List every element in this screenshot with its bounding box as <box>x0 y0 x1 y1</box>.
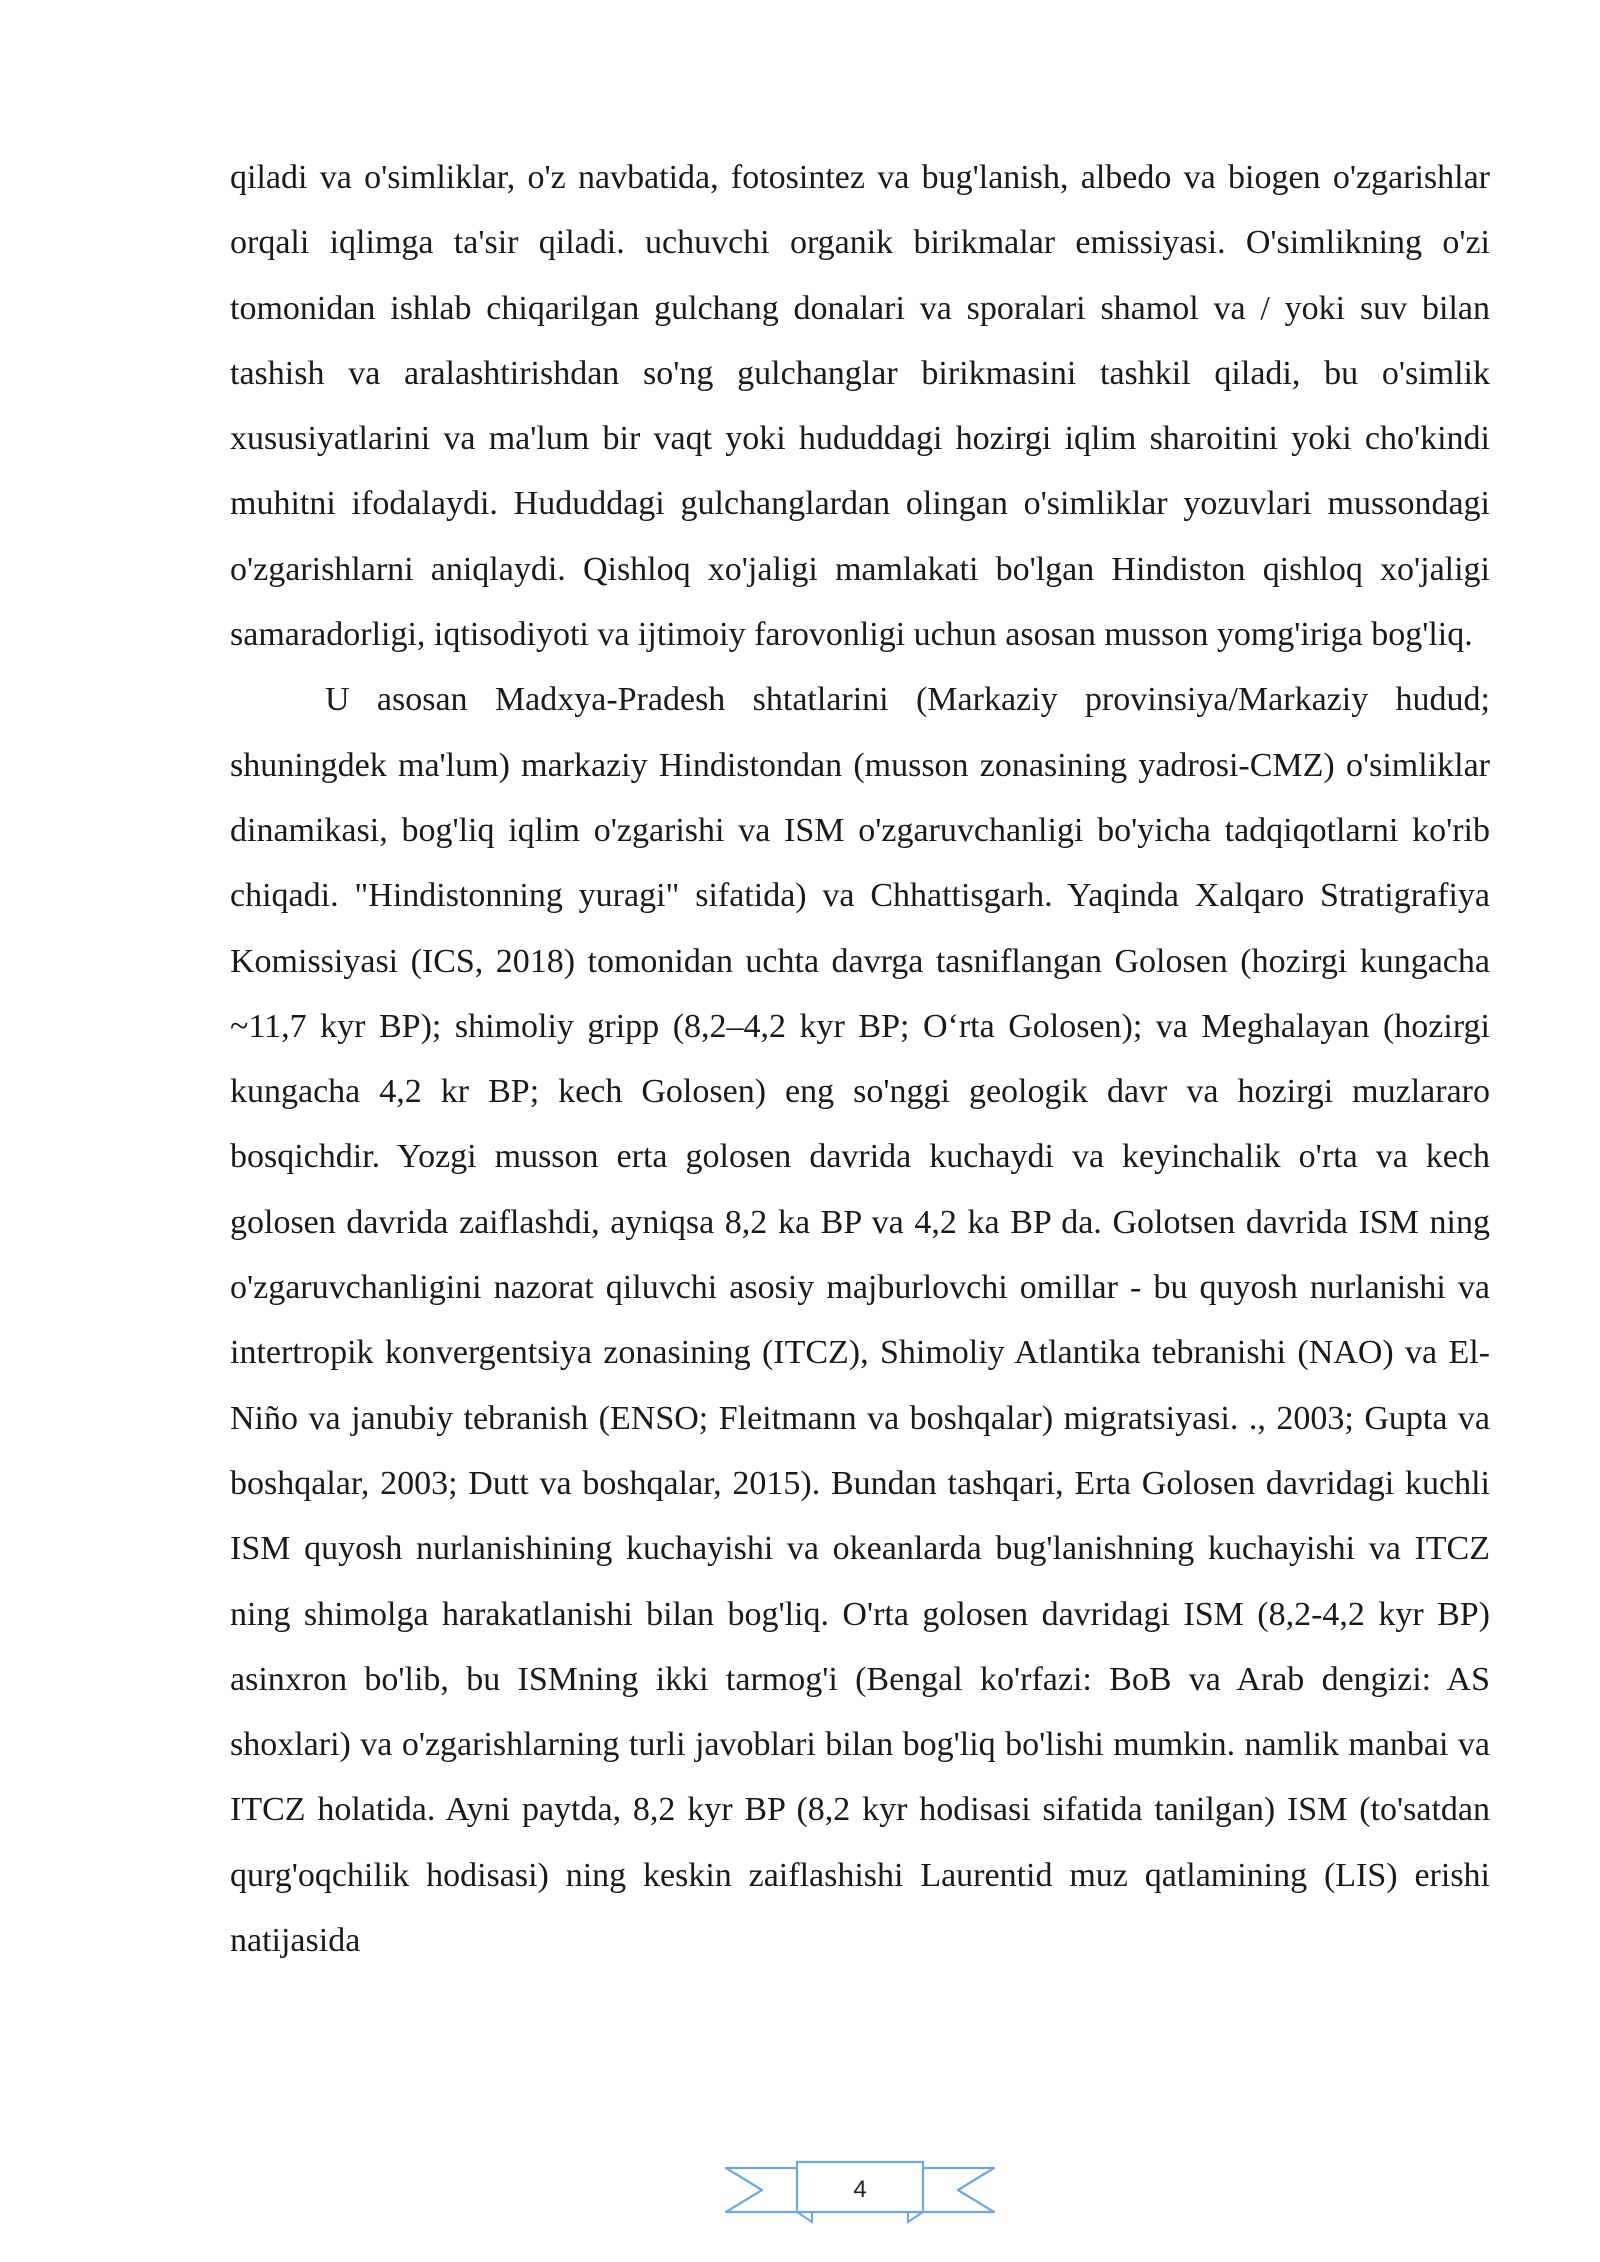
page-number-ribbon <box>722 2160 998 2226</box>
paragraph-continuation: qiladi va o'simliklar, o'z navbatida, fotosintez va bug'lanish, albedo va biogen o'zgarishlar orqali iqlimga ta'sir qiladi. uchuvchi organik birikmalar emissiyasi. O'simlikning o'zi tomonidan ishlab chiqarilgan gulchang donalari va sporalari shamol va / yoki suv bilan tashish va aralashtirishdan so'ng gulchanglar birikmasini tashkil qiladi, bu o'simlik xususiyatlarini va ma'lum bir vaqt yoki hududdagi hozirgi iqlim sharoitini yoki cho'kindi muhitni ifodalaydi. Hududdagi gulchanglardan olingan o'simliklar yozuvlari mussondagi o'zgarishlarni aniqlaydi. Qishloq xo'jaligi mamlakati bo'lgan Hindiston qishloq xo'jaligi samaradorligi, iqtisodiyoti va ijtimoiy farovonligi uchun asosan musson yomg'iriga bog'liq. <box>230 159 1490 654</box>
paragraph-main: U asosan Madxya-Pradesh shtatlarini (Markaziy provinsiya/Markaziy hudud; shuningdek ma'lum) markaziy Hindistondan (musson zonasining yadrosi-CMZ) o'simliklar dinamikasi, bog'liq iqlim o'zgarishi va ISM o'zgaruvchanligi bo'yicha tadqiqotlarni ko'rib chiqadi. "Hindistonning yuragi" sifatida) va Chhattisgarh. Yaqinda Xalqaro Stratigrafiya Komissiyasi (ICS, 2018) tomonidan uchta davrga tasniflangan Golosen (hozirgi kungacha ~11,7 kyr BP); shimoliy gripp (8,2–4,2 kyr BP; O‘rta Golosen); va Meghalayan (hozirgi kungacha 4,2 kr BP; kech Golosen) eng so'nggi geologik davr va hozirgi muzlararo bosqichdir. Yozgi musson erta golosen davrida kuchaydi va keyinchalik o'rta va kech golosen davrida zaiflashdi, ayniqsa 8,2 ka BP va 4,2 ka BP da. Golotsen davrida ISM ning o'zgaruvchanligini nazorat qiluvchi asosiy majburlovchi omillar - bu quyosh nurlanishi va intertropik konvergentsiya zonasining (ITCZ), Shimoliy Atlantika tebranishi (NAO) va El-Niño va janubiy tebranish (ENSO; Fleitmann va boshqalar) migratsiyasi. ., 2003; Gupta va boshqalar, 2003; Dutt va boshqalar, 2015). Bundan tashqari, Erta Golosen davridagi kuchli ISM quyosh nurlanishining kuchayishi va okeanlarda bug'lanishning kuchayishi va ITCZ ning shimolga harakatlanishi bilan bog'liq. O'rta golosen davridagi ISM (8,2-4,2 kyr BP) asinxron bo'lib, bu ISMning ikki tarmog'i (Bengal ko'rfazi: BoB va Arab dengizi: AS shoxlari) va o'zgarishlarning turli javoblari bilan bog'liq bo'lishi mumkin. namlik manbai va ITCZ holatida. Ayni paytda, 8,2 kyr BP (8,2 kyr hodisasi sifatida tanilgan) ISM (to'satdan qurg'oqchilik hodisasi) ning keskin zaiflashishi Laurentid muz qatlamining (LIS) erishi natijasida <box>230 681 1490 1960</box>
page-number: 4 <box>853 2176 867 2203</box>
body-text <box>230 145 1490 1973</box>
